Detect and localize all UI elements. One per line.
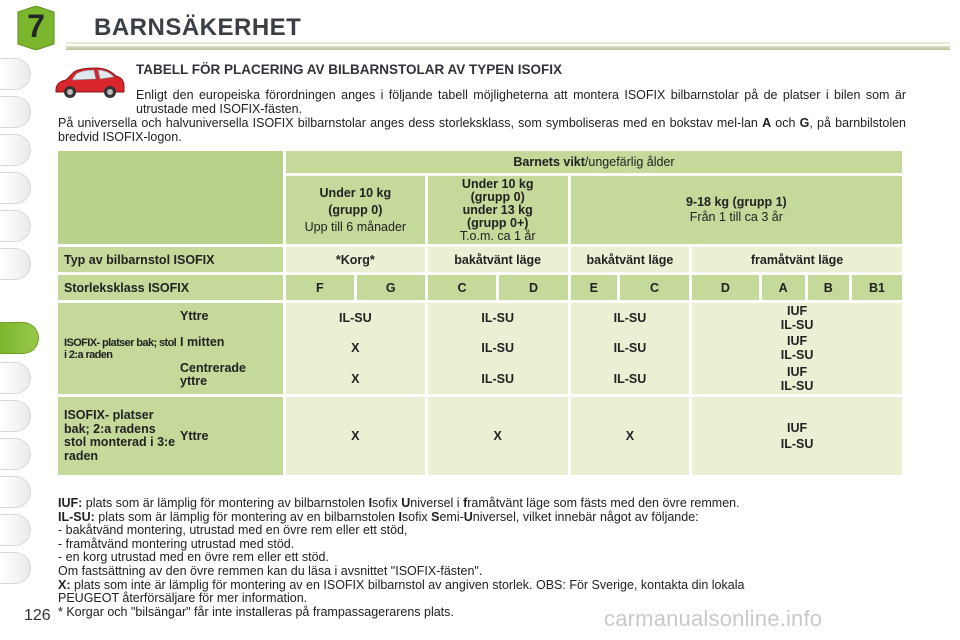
compat-column: [571, 303, 689, 394]
compat-cell: X: [351, 341, 360, 356]
chapter-title: BARNSÄKERHET: [94, 14, 302, 41]
note-text: sofix: [401, 509, 432, 524]
seat-position: Yttre: [180, 429, 209, 443]
compat-cell: [692, 304, 902, 332]
note-text: plats som är lämplig för montering av bilbarnstolen: [82, 496, 369, 510]
compat-cell: IL-SU: [613, 341, 647, 356]
note-letter: U: [401, 496, 411, 510]
age-header-cell: [286, 151, 902, 173]
chapter-tab[interactable]: [0, 362, 31, 394]
chapter-tab[interactable]: [0, 96, 31, 128]
size-cell: A: [762, 275, 805, 300]
third-row-label: ISOFIX- platser bak; 2:a radens stol monterad i 3:e raden: [64, 408, 176, 463]
chapter-tab[interactable]: [0, 552, 31, 584]
header-divider: [66, 46, 950, 50]
chapter-tab[interactable]: [0, 210, 31, 242]
compat-line: IUF: [787, 334, 808, 349]
note-bullet: - bakåtvänd montering, utrustad med en övre rem eller ett stöd,: [58, 523, 408, 538]
note-text: niversel i: [410, 496, 464, 510]
note-text: sofix: [372, 496, 402, 510]
group-line: Under 10 kg: [319, 185, 392, 200]
chapter-number: 7: [27, 8, 45, 44]
note-x: [58, 579, 908, 593]
note-strap: Om fastsättning av den övre remmen kan du läsa i avsnittet "ISOFIX-fästen".: [58, 563, 483, 578]
note-label: IUF:: [58, 496, 83, 510]
seat-position: I mitten: [180, 335, 225, 350]
header-divider-top: [66, 42, 950, 44]
compat-line: IL-SU: [780, 378, 814, 393]
note-x-cont: PEUGEOT återförsäljare för mer information.: [58, 591, 308, 606]
page-number: 126: [24, 607, 51, 624]
type-cell: *Korg*: [286, 247, 425, 272]
compat-column: [692, 303, 902, 394]
chapter-tab-strip: [0, 58, 40, 588]
note-letter: U: [463, 509, 473, 524]
note-letter: I: [398, 509, 402, 524]
compat-cell: X: [428, 397, 568, 475]
compat-cell: X: [286, 397, 425, 475]
note-footnote: * Korgar och "bilsängar" får inte installeras på frampassagerarens plats.: [58, 604, 454, 619]
table-row: [58, 397, 902, 475]
rear-seats-cell: [58, 303, 283, 394]
table-corner-cell: [58, 151, 283, 244]
compat-line: IUF: [787, 304, 808, 319]
seat-position: Centrerade yttre: [180, 360, 246, 388]
group-0plus-header: [428, 176, 568, 244]
table-row: [58, 151, 902, 173]
chapter-tab[interactable]: [0, 248, 31, 280]
note-letter: f: [463, 496, 468, 510]
compat-cell: [692, 365, 902, 393]
chapter-tab[interactable]: [0, 172, 31, 204]
note-label: IL-SU:: [58, 509, 95, 524]
table-row: [58, 247, 902, 272]
group-line: Under 10 kg: [461, 176, 534, 191]
note-text: plats som inte är lämplig för montering av en ISOFIX bilbarnstol av angiven storlek. OBS: För Sverige, kontakta din lokala: [70, 577, 745, 592]
size-cell: D: [692, 275, 759, 300]
section-heading: TABELL FÖR PLACERING AV BILBARNSTOLAR AV TYPEN ISOFIX: [136, 62, 563, 77]
size-cell: B1: [852, 275, 902, 300]
car-icon: [52, 66, 126, 100]
chapter-tab[interactable]: [0, 438, 31, 470]
seat-position-list: [180, 303, 283, 394]
compat-cell: IL-SU: [613, 371, 647, 386]
age-header-rest: /ungefärlig ålder: [584, 155, 675, 169]
compat-line: IUF: [787, 421, 808, 435]
note-letter: I: [368, 496, 373, 510]
note-text: emi-: [439, 509, 464, 524]
size-class-paragraph: [58, 116, 906, 144]
compat-cell: X: [351, 371, 360, 386]
intro-paragraph: Enligt den europeiska förordningen anges i följande tabell möjligheterna att montera ISOFIX bilbarnstolar på de platser i bilen som är utrustade med ISOFIX-fästen.: [136, 88, 906, 116]
table-row: [58, 275, 902, 300]
compat-line: IL-SU: [780, 348, 814, 363]
third-row-cell: [58, 397, 283, 475]
para-text: , på barnbilstolen bredvid ISOFIX-logon.: [58, 116, 907, 144]
group-line: (grupp 0): [328, 202, 383, 217]
rear-seats-label-wrap: [58, 303, 180, 394]
group-sub: Från 1 till ca 3 år: [689, 210, 783, 224]
note-ilsu: [58, 511, 908, 525]
compat-column: [286, 303, 425, 394]
size-cell: C: [428, 275, 497, 300]
type-cell: framåtvänt läge: [692, 247, 902, 272]
chapter-tab[interactable]: [0, 476, 31, 508]
table-row: [58, 303, 902, 394]
size-cell: E: [571, 275, 617, 300]
age-header-bold: Barnets vikt: [513, 155, 585, 169]
chapter-tab[interactable]: [0, 58, 31, 90]
group-sub: T.o.m. ca 1 år: [459, 228, 536, 243]
size-cell: C: [620, 275, 689, 300]
group-line: 9-18 kg (grupp 1): [685, 195, 787, 209]
para-text: På universella och halvuniversella ISOFIX bilbarnstolar anges dess storleksklass, som symboliseras med en bokstav mel-lan: [58, 116, 763, 130]
watermark-text: carmanualsonline.info: [604, 606, 823, 631]
size-cell: B: [808, 275, 849, 300]
note-iuf: [58, 497, 908, 511]
isofix-table: [55, 148, 905, 478]
compat-cell: IL-SU: [481, 311, 515, 326]
group-line: under 13 kg: [462, 202, 533, 217]
chapter-tab[interactable]: [0, 400, 31, 432]
type-label: Typ av bilbarnstol ISOFIX: [58, 247, 283, 272]
size-cell: D: [499, 275, 568, 300]
para-letter: A: [762, 116, 772, 130]
compat-line: IL-SU: [780, 318, 814, 333]
note-text: plats som är lämplig för montering av en bilbarnstolen: [94, 509, 399, 524]
compat-cell: [692, 334, 902, 362]
group-line: (grupp 0+): [466, 215, 529, 230]
compat-line: IUF: [787, 364, 808, 379]
group-line: (grupp 0): [470, 189, 525, 204]
note-text: niversel, vilket innebär något av följande:: [472, 509, 699, 524]
size-cell: G: [357, 275, 425, 300]
para-letter: G: [799, 116, 810, 130]
note-text: ramåtvänt läge som fästs med den övre remmen.: [467, 496, 740, 510]
note-label: X:: [58, 577, 71, 592]
chapter-tab[interactable]: [0, 134, 31, 166]
group-sub: Upp till 6 månader: [304, 219, 407, 234]
note-letter: S: [431, 509, 440, 524]
compat-line: IL-SU: [780, 437, 814, 451]
rear-seats-label: ISOFIX- platser bak; stol i 2:a raden: [64, 336, 177, 361]
type-cell: bakåtvänt läge: [428, 247, 568, 272]
para-text: och: [771, 116, 800, 130]
note-bullet: - en korg utrustad med en övre rem eller ett stöd.: [58, 550, 329, 565]
compat-cell: IL-SU: [481, 371, 515, 386]
compat-cell: IL-SU: [481, 341, 515, 356]
group-1-header: [571, 176, 902, 244]
chapter-tab[interactable]: [0, 514, 31, 546]
size-cell: F: [286, 275, 354, 300]
compat-cell: X: [571, 397, 689, 475]
compat-cell: IL-SU: [613, 311, 647, 326]
compat-column: [428, 303, 568, 394]
type-cell: bakåtvänt läge: [571, 247, 689, 272]
seat-position: Yttre: [180, 309, 209, 324]
chapter-tab-active[interactable]: [0, 322, 39, 354]
compat-cell: IL-SU: [339, 311, 372, 326]
chapter-badge: [14, 6, 58, 50]
size-label: Storleksklass ISOFIX: [58, 275, 283, 300]
legend-notes: [58, 497, 908, 619]
note-bullet: - framåtvänd montering utrustad med stöd.: [58, 536, 295, 551]
compat-cell: [692, 397, 902, 475]
group-0-header: [286, 176, 425, 244]
